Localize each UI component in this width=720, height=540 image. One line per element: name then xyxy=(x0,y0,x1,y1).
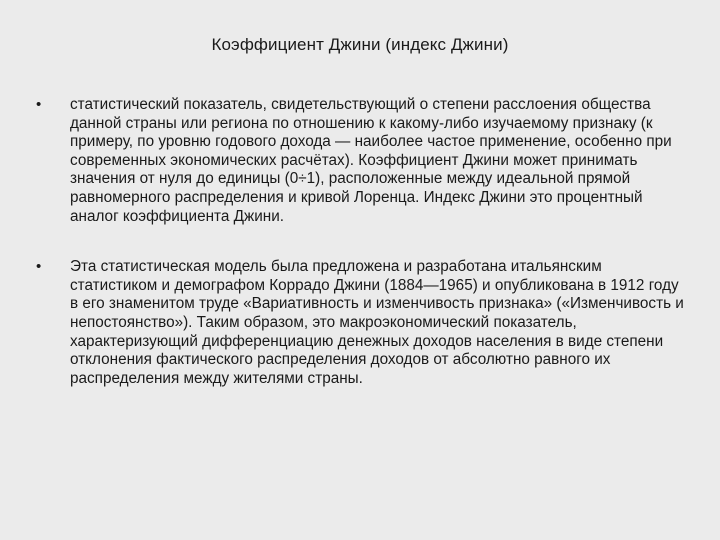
bullet-item-history xyxy=(36,258,686,388)
bullet-item-definition xyxy=(36,96,686,226)
slide-title: Коэффициент Джини (индекс Джини) xyxy=(211,35,509,54)
bullet-marker-icon: • xyxy=(36,258,42,276)
bullet-marker-icon: • xyxy=(36,96,42,113)
bullet-text: Эта статистическая модель была предложена и разработана итальянским статистиком и демографом Коррадо Джини (1884—1965) и опубликована в 1912 году в его знаменитом труде «Вариативность и изменчивость признака» («Изменчивость и непостоянство»). Таким образом, это макроэкономический показатель, характеризующий дифференциацию денежных доходов населения в виде степени отклонения фактического распределения доходов от абсолютно равного их распределения между жителями страны. xyxy=(70,258,684,387)
bullet-list xyxy=(36,96,686,420)
bullet-text: статистический показатель, свидетельствующий о степени расслоения общества данной страны или региона по отношению к какому-либо изучаемому признаку (к примеру, по уровню годового дохода — наиболее частое применение, особенно при современных экономических расчётах). Коэффициент Джини может принимать значения от нуля до единицы (0÷1), расположенные между идеальной прямой равномерного распределения и кривой Лоренца. Индекс Джини это процентный аналог коэффициента Джини. xyxy=(70,96,672,225)
